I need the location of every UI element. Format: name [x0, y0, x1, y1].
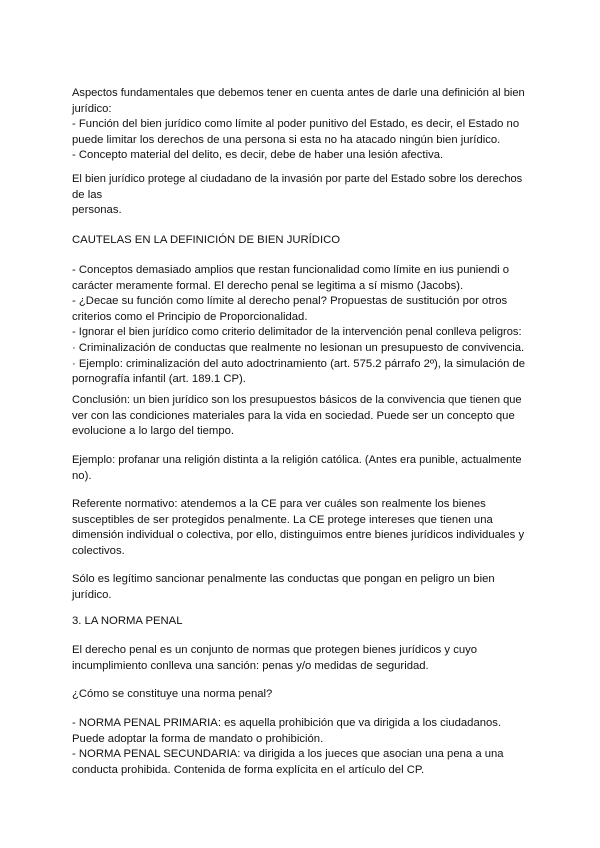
conclusion-paragraph: [72, 393, 528, 440]
text-line: dimensión individual o colectiva, por ello, distinguimos entre bienes jurídicos individuales y: [72, 529, 525, 542]
text-line: ver con las condiciones materiales para la vida en sociedad. Puede ser un concepto que: [72, 409, 515, 422]
example-paragraph: [72, 453, 528, 484]
cautelas-heading: [72, 233, 528, 249]
text-line: Conclusión: un bien jurídico son los presupuestos básicos de la convivencia que tienen que: [72, 394, 522, 406]
referente-paragraph: [72, 497, 528, 559]
text-line: personas.: [72, 204, 122, 217]
text-line: Referente normativo: atendemos a la CE para ver cuáles son realmente los bienes: [72, 498, 486, 510]
text-line: Puede adoptar la forma de mandato o prohibición.: [72, 732, 324, 745]
text-line: - Concepto material del delito, es decir, debe de haber una lesión afectiva.: [72, 149, 444, 162]
section-heading: 3. LA NORMA PENAL: [72, 615, 183, 627]
text-line: - NORMA PENAL PRIMARIA: es aquella prohibición que va dirigida a los ciudadanos.: [72, 717, 502, 729]
text-line: - Ignorar el bien jurídico como criterio delimitador de la intervención penal conlleva peligros:: [72, 326, 522, 339]
text-line: - ¿Decae su función como límite al derecho penal? Propuestas de sustitución por otros: [72, 295, 508, 308]
norma-heading: [72, 614, 528, 630]
protects-paragraph: [72, 172, 528, 219]
text-line: puede limitar los derechos de una persona si esta no ha atacado ningún bien jurídico.: [72, 133, 501, 146]
text-line: - NORMA PENAL SECUNDARIA: va dirigida a los jueces que asocian una pena a una: [72, 748, 504, 761]
text-line: El bien jurídico protege al ciudadano de la invasión por parte del Estado sobre los derechos: [72, 173, 523, 185]
text-line: Sólo es legítimo sancionar penalmente las conductas que pongan en peligro un bien: [72, 573, 495, 585]
text-line: · Ejemplo: criminalización del auto adoctrinamiento (art. 575.2 párrafo 2º), la simulación de: [72, 357, 526, 370]
legitimo-paragraph: [72, 572, 528, 603]
text-line: - Función del bien jurídico como límite al poder punitivo del Estado, es decir, el Estado no: [72, 118, 520, 131]
text-line: no).: [72, 469, 92, 482]
cautelas-list: [72, 263, 528, 388]
question-line: [72, 687, 528, 703]
text-line: de las: [72, 188, 103, 201]
text-line: Ejemplo: profanar una religión distinta a la religión católica. (Antes era punible, actualmente: [72, 454, 522, 466]
text-line: El derecho penal es un conjunto de normas que protegen bienes jurídicos y cuyo: [72, 644, 478, 656]
text-line: ¿Cómo se constituye una norma penal?: [72, 688, 273, 700]
text-line: Aspectos fundamentales que debemos tener en cuenta antes de darle una definición al bien: [72, 87, 525, 99]
text-line: conducta prohibida. Contenida de forma explícita en el artículo del CP.: [72, 763, 425, 776]
text-line: criterios como el Principio de Proporcionalidad.: [72, 310, 308, 323]
text-line: jurídico:: [72, 102, 112, 115]
text-line: carácter meramente formal. El derecho penal se legitima a sí mismo (Jacobs).: [72, 279, 464, 292]
text-line: incumplimiento conlleva una sanción: penas y/o medidas de seguridad.: [72, 659, 429, 672]
text-line: - Conceptos demasiado amplios que restan funcionalidad como límite en ius puniendi o: [72, 264, 510, 276]
text-line: colectivos.: [72, 544, 125, 557]
text-line: jurídico.: [72, 588, 112, 601]
text-line: susceptibles de ser protegidos penalmente. La CE protege intereses que tienen una: [72, 513, 493, 526]
section-heading: CAUTELAS EN LA DEFINICIÓN DE BIEN JURÍDICO: [72, 234, 341, 246]
intro-paragraph: [72, 86, 528, 164]
text-line: evolucione a lo largo del tiempo.: [72, 425, 235, 438]
tipos-list: [72, 716, 528, 778]
text-line: pornografía infantil (art. 189.1 CP).: [72, 373, 246, 386]
norma-paragraph: [72, 643, 528, 674]
text-line: · Criminalización de conductas que realmente no lesionan un presupuesto de convivencia.: [72, 341, 525, 354]
